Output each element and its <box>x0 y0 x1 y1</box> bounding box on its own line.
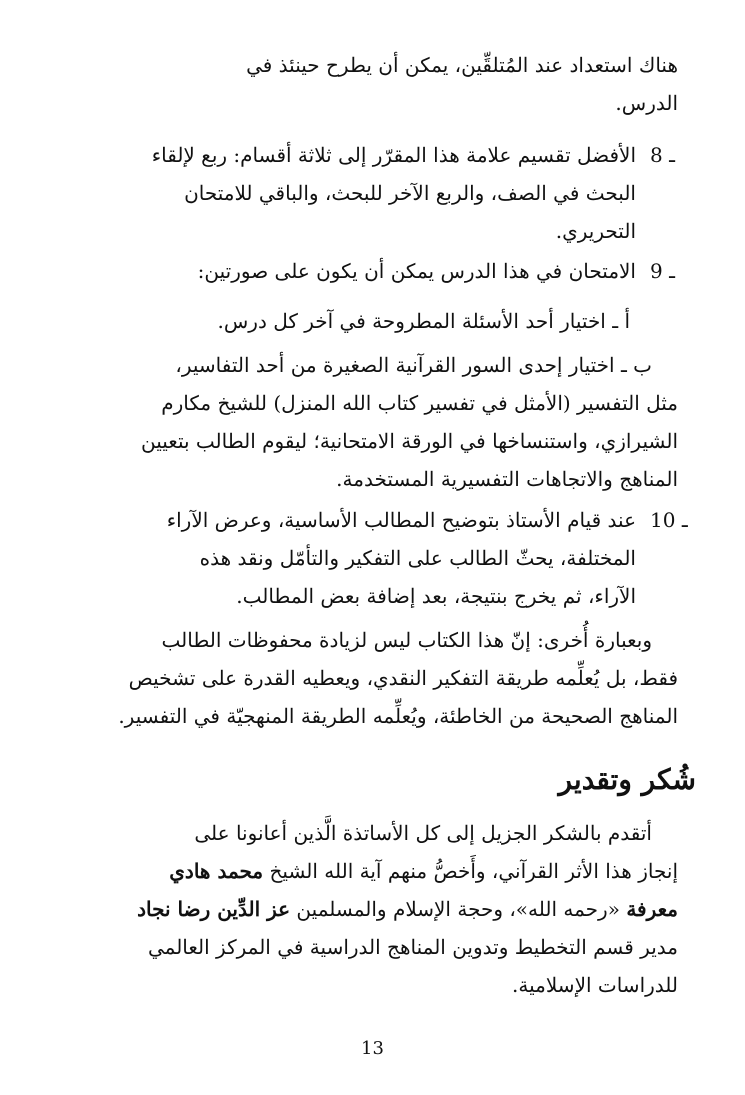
text-line: ب ـ اختيار إحدى السور القرآنية الصغيرة من أحد التفاسير، <box>175 353 652 377</box>
text-line: الامتحان في هذا الدرس يمكن أن يكون على صورتين: <box>197 259 636 283</box>
item-number: 8 ـ <box>650 143 675 167</box>
text-line: التحريري. <box>555 219 636 243</box>
text-line: مثل التفسير (الأمثل في تفسير كتاب الله المنزل) للشيخ مكارم <box>161 391 678 415</box>
text-line: وبعبارة أُخرى: إنّ هذا الكتاب ليس لزيادة محفوظات الطالب <box>161 628 652 652</box>
acknowledgement-paragraph <box>78 814 678 1004</box>
scholar-name: عز الدِّين رضا نجاد <box>137 897 291 921</box>
book-page <box>78 46 696 1046</box>
list-item-10 <box>78 501 698 615</box>
text-line: للدراسات الإسلامية. <box>512 973 678 997</box>
text-line: هناك استعداد عند المُتلقِّين، يمكن أن يطرح حينئذ في <box>246 53 678 77</box>
scholar-name: محمد هادي <box>169 859 264 883</box>
list-item-9 <box>78 252 698 290</box>
list-item-8 <box>78 136 698 250</box>
text-line: عند قيام الأستاذ بتوضيح المطالب الأساسية، وعرض الآراء <box>166 508 636 532</box>
text-line: البحث في الصف، والربع الآخر للبحث، والباقي للامتحان <box>184 181 636 205</box>
text-line: أ ـ اختيار أحد الأسئلة المطروحة في آخر كل درس. <box>217 309 630 333</box>
text-line: المناهج والاتجاهات التفسيرية المستخدمة. <box>336 467 678 491</box>
sub-item-b <box>78 346 678 498</box>
text-line: الآراء، ثم يخرج بنتيجة، بعد إضافة بعض المطالب. <box>236 584 636 608</box>
text-line: فقط، بل يُعلِّمه طريقة التفكير النقدي، ويعطيه القدرة على تشخيص <box>128 666 678 690</box>
text-line: المناهج الصحيحة من الخاطئة، ويُعلِّمه الطريقة المنهجيّة في التفسير. <box>118 704 678 728</box>
scholar-name: معرفة <box>626 897 678 921</box>
intro-paragraph <box>78 46 678 122</box>
text-line: الشيرازي، واستنساخها في الورقة الامتحانية؛ ليقوم الطالب بتعيين <box>141 429 678 453</box>
section-heading: شُكر وتقدير <box>558 763 696 796</box>
text-line: المختلفة، يحثّ الطالب على التفكير والتأمّل ونقد هذه <box>199 546 636 570</box>
summary-paragraph <box>78 621 678 735</box>
item-number: 9 ـ <box>650 259 675 283</box>
item-number: 10 ـ <box>650 508 688 532</box>
text-line <box>78 890 678 928</box>
text-run: إنجاز هذا الأثر القرآني، وأَخصُّ منهم آية الله الشيخ <box>263 859 678 883</box>
page-number: 13 <box>361 1038 384 1059</box>
text-line: الأفضل تقسيم علامة هذا المقرّر إلى ثلاثة أقسام: ربع لإلقاء <box>151 143 636 167</box>
text-line <box>78 852 678 890</box>
text-line: أتقدم بالشكر الجزيل إلى كل الأساتذة الَّذين أعانونا على <box>194 821 652 845</box>
text-run: «رحمه الله»، وحجة الإسلام والمسلمين <box>290 897 627 921</box>
text-line: الدرس. <box>615 91 678 115</box>
sub-item-a <box>78 302 630 340</box>
text-line: مدير قسم التخطيط وتدوين المناهج الدراسية في المركز العالمي <box>147 935 678 959</box>
